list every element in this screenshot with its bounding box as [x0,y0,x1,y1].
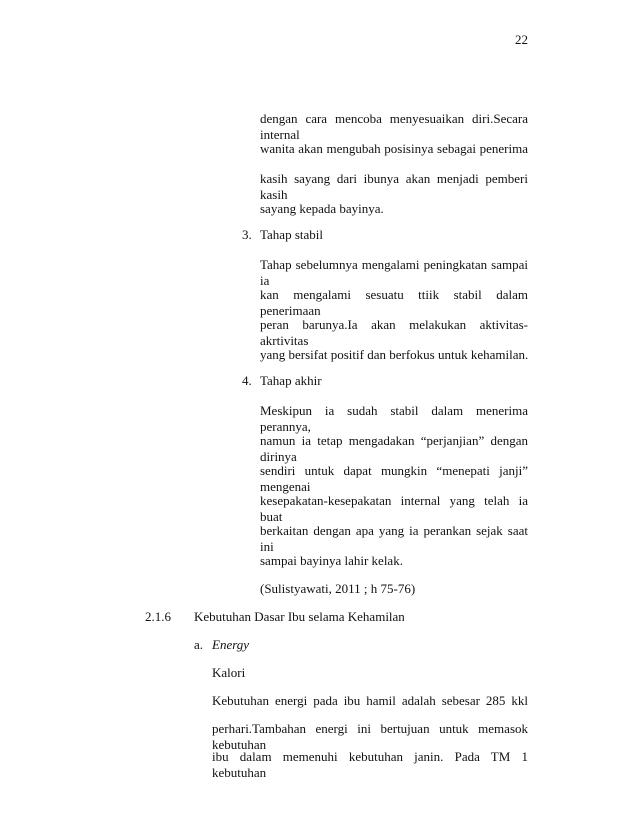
paragraph-line: kesepakatan-kesepakatan internal yang telah ia buat [260,493,528,524]
paragraph-line: dengan cara mencoba menyesuaikan diri.Secara internal [260,111,528,142]
paragraph-line: namun ia tetap mengadakan “perjanjian” dengan dirinya [260,433,528,464]
page-number: 22 [515,32,528,47]
section-number: 2.1.6 [145,609,171,624]
section-title: Kebutuhan Dasar Ibu selama Kehamilan [194,609,405,624]
subheading: Kalori [212,665,246,680]
paragraph-line: wanita akan mengubah posisinya sebagai penerima [260,141,528,156]
list-item-number: 3. [242,227,252,242]
paragraph-line: Tahap sebelumnya mengalami peningkatan sampai ia [260,257,528,288]
paragraph-line: sampai bayinya lahir kelak. [260,553,403,568]
paragraph-line: sendiri untuk dapat mungkin “menepati janji” mengenai [260,463,528,494]
citation: (Sulistyawati, 2011 ; h 75-76) [260,581,416,596]
list-item-number: 4. [242,373,252,388]
subsection-letter: a. [194,637,204,652]
paragraph-line: berkaitan dengan apa yang ia perankan sejak saat ini [260,523,528,554]
paragraph-line: kan mengalami sesuatu ttiik stabil dalam penerimaan [260,287,528,318]
paragraph-line: yang bersifat positif dan berfokus untuk kehamilan. [260,347,529,362]
paragraph-line: peran barunya.Ia akan melakukan aktivitas-akrtivitas [260,317,528,348]
paragraph-line: Kebutuhan energi pada ibu hamil adalah sebesar 285 kkl [212,693,528,708]
paragraph-line: sayang kepada bayinya. [260,201,384,216]
paragraph-line: kasih sayang dari ibunya akan menjadi pemberi kasih [260,171,528,202]
paragraph-line: perhari.Tambahan energi ini bertujuan untuk memasok kebutuhan [212,721,528,752]
subsection-title: Energy [212,637,250,652]
list-item-title: Tahap akhir [260,373,322,388]
paragraph-line: Meskipun ia sudah stabil dalam menerima perannya, [260,403,528,434]
list-item-title: Tahap stabil [260,227,323,242]
paragraph-line: ibu dalam memenuhi kebutuhan janin. Pada TM 1 kebutuhan [212,749,528,780]
